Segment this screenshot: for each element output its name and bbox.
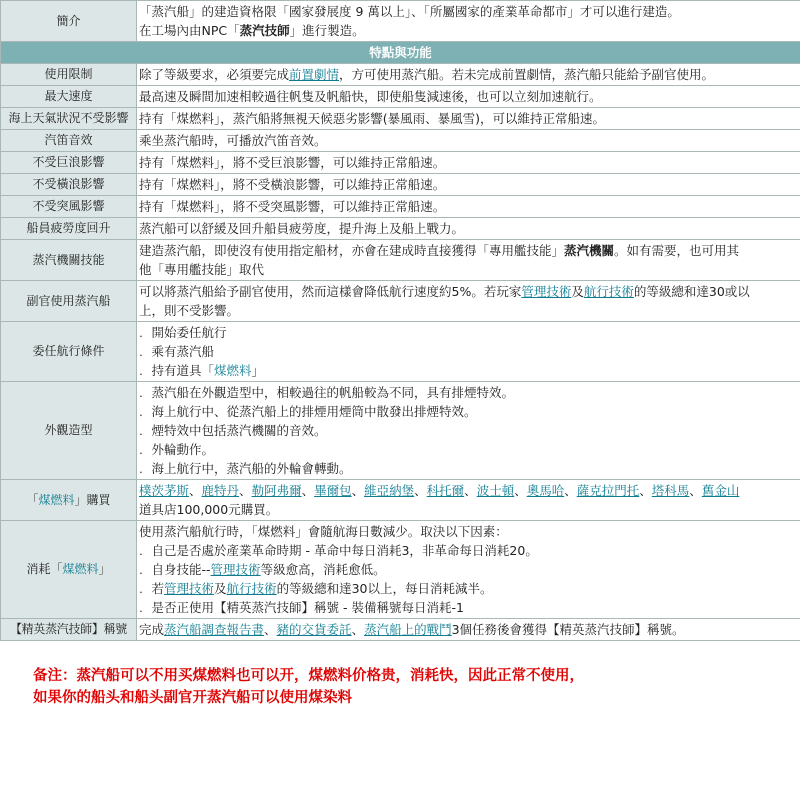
link-city[interactable]: 科托爾 [426,483,465,498]
link-city[interactable]: 維亞納堡 [364,483,415,498]
row-buy [1,480,800,521]
link-quest[interactable]: 蒸汽船上的戰鬥 [364,622,452,637]
row-value-title [137,619,800,641]
separator: 、 [639,483,652,498]
text: 完成 [139,622,165,637]
list-item: ． 煙特效中包括蒸汽機關的音效。 [139,421,798,440]
list-item: ． 是否正使用【精英蒸汽技師】稱號 - 裝備稱號每日消耗-1 [139,598,798,617]
section-header: 特點與功能 [1,42,800,64]
link-city[interactable]: 鹿特丹 [201,483,240,498]
row-value-buy [137,480,800,521]
separator: 、 [264,622,277,637]
row-weather [1,108,800,130]
mate-line-2: 上，則不受影響。 [139,303,240,318]
row-label-weather: 海上天氣狀況不受影響 [1,108,137,130]
row-look [1,382,800,480]
row-value-weather: 持有「煤燃料」，蒸汽船將無視天候惡劣影響(暴風雨、暴風雪)，可以維持正常船速。 [137,108,800,130]
row-fatigue [1,218,800,240]
list-item: ． 海上航行中、從蒸汽船上的排煙用煙筒中散發出排煙特效。 [139,402,798,421]
text: 。如有需要，也可用其 [614,243,740,258]
row-delegate [1,322,800,382]
link-city[interactable]: 薩克拉門托 [576,483,640,498]
intro-line-2 [139,21,798,40]
link-city[interactable]: 樸茨茅斯 [139,483,190,498]
link-city[interactable]: 舊金山 [701,483,740,498]
separator: 、 [189,483,202,498]
link-city[interactable]: 波士頓 [476,483,515,498]
text: 的等級總和達30或以 [633,284,750,299]
consume-intro: 使用蒸汽船航行時，「煤燃料」會隨航海日數減少。取決以下因素： [139,524,508,539]
mate-line-1 [139,282,798,301]
link-coal-fuel[interactable]: 煤燃料 [62,562,99,576]
row-value-fatigue: 蒸汽船可以舒緩及回升船員疲勞度，提升海上及船上戰力。 [137,218,800,240]
link-prerequisite-story[interactable]: 前置劇情 [289,67,340,82]
list-item: ． 海上航行中，蒸汽船的外輪會轉動。 [139,459,798,478]
row-value-sidewave: 持有「煤燃料」，將不受橫浪影響，可以維持正常船速。 [137,174,800,196]
separator: 、 [689,483,702,498]
row-label-delegate: 委任航行條件 [1,322,137,382]
text: 消耗「 [26,562,63,576]
row-value-engine [137,240,800,281]
row-consume [1,521,800,619]
remark-line-2: 如果你的船头和船头副官开蒸汽船可以使用煤染料 [33,690,352,706]
row-label-surge: 不受突風影響 [1,196,137,218]
row-value-delegate [137,322,800,382]
row-header [1,42,800,64]
row-label-fatigue: 船員疲勞度回升 [1,218,137,240]
text: 」 [251,363,265,378]
remark-note [0,641,800,709]
separator: 、 [239,483,252,498]
row-title [1,619,800,641]
engine-line-2: 他「專用艦技能」取代 [139,262,265,277]
row-label-mate: 副官使用蒸汽船 [1,281,137,322]
row-value-speed: 最高速及瞬間加速相較過往帆隻及帆船快，即使船隻減速後，也可以立刻加速航行。 [137,86,800,108]
separator: 、 [351,622,365,637]
text: 除了等級要求，必須要完成 [139,67,290,82]
list-item: ． 開始委任航行 [139,323,798,342]
text: 持有道具「 [151,363,215,378]
row-sidewave [1,174,800,196]
skill-name: 蒸汽機關 [564,243,615,258]
remark-line-1: 备注：蒸汽船可以不用买煤燃料也可以开，煤燃料价格贵，消耗快，因此正常不使用， [33,668,584,684]
text: 等級愈高，消耗愈低。 [260,562,386,577]
row-value-mate [137,281,800,322]
buy-price-line: 道具店100,000元購買。 [139,502,279,517]
row-label-engine: 蒸汽機關技能 [1,240,137,281]
list-item: ． 乘有蒸汽船 [139,342,798,361]
separator: 、 [351,483,365,498]
row-label-usage: 使用限制 [1,64,137,86]
link-management-skill[interactable]: 管理技術 [164,581,215,596]
link-coal-fuel[interactable]: 煤燃料 [214,363,252,378]
list-item [139,361,798,380]
link-navigation-skill[interactable]: 航行技術 [226,581,277,596]
list-item: ． 外輪動作。 [139,440,798,459]
text: 」 [98,562,111,576]
text: 自身技能-- [151,562,211,577]
row-label-speed: 最大速度 [1,86,137,108]
row-label-whistle: 汽笛音效 [1,130,137,152]
row-intro [1,1,800,42]
link-quest[interactable]: 豬的交貨委託 [276,622,352,637]
row-label-consume [1,521,137,619]
row-mate [1,281,800,322]
row-bigwave [1,152,800,174]
link-city[interactable]: 畢爾包 [314,483,352,498]
list-item [139,560,798,579]
text: 可以將蒸汽船給予副官使用，然而這樣會降低航行速度約5%。若玩家 [139,284,522,299]
row-label-title: 【精英蒸汽技師】稱號 [1,619,137,641]
text: 的等級總和達30以上，每日消耗減半。 [276,581,493,596]
link-city[interactable]: 奧馬哈 [526,483,565,498]
separator: 、 [301,483,315,498]
row-value-whistle: 乘坐蒸汽船時，可播放汽笛音效。 [137,130,800,152]
link-quest[interactable]: 蒸汽船調查報告書 [164,622,265,637]
engine-line-1 [139,241,798,260]
npc-name: 蒸汽技師 [239,23,290,38]
separator: 、 [464,483,477,498]
text: 在工場內由NPC「 [139,23,240,38]
row-label-intro: 簡介 [1,1,137,42]
text: 及 [214,581,227,596]
intro-line-1: 「蒸汽船」的建造資格限「國家發展度 9 萬以上」、「所屬國家的產業革命都市」才可以進行建造。 [139,4,680,19]
text: 3個任務後會獲得【精英蒸汽技師】稱號。 [451,622,685,637]
link-city[interactable]: 塔科馬 [651,483,690,498]
row-label-bigwave: 不受巨浪影響 [1,152,137,174]
row-speed [1,86,800,108]
text: ，方可使用蒸汽船。若未完成前置劇情，蒸汽船只能給予副官使用。 [339,67,715,82]
row-surge [1,196,800,218]
link-city[interactable]: 勒阿弗爾 [251,483,302,498]
link-coal-fuel[interactable]: 煤燃料 [38,492,75,507]
separator: 、 [564,483,577,498]
text: 若 [151,581,165,596]
row-value-usage [137,64,800,86]
row-whistle [1,130,800,152]
row-value-intro [137,1,800,42]
link-navigation-skill[interactable]: 航行技術 [583,284,634,299]
row-usage [1,64,800,86]
link-management-skill[interactable]: 管理技術 [521,284,572,299]
separator: 、 [414,483,427,498]
separator: 、 [514,483,527,498]
text: 建造蒸汽船，即使沒有使用指定船材，亦會在建成時直接獲得「專用艦技能」 [139,243,565,258]
row-label-sidewave: 不受橫浪影響 [1,174,137,196]
row-value-bigwave: 持有「煤燃料」，將不受巨浪影響，可以維持正常船速。 [137,152,800,174]
list-item [139,579,798,598]
link-management-skill[interactable]: 管理技術 [210,562,261,577]
list-item: ． 蒸汽船在外觀造型中，相較過往的帆船較為不同，具有排煙特效。 [139,383,798,402]
text: 及 [571,284,584,299]
list-item: ． 自己是否處於產業革命時期 - 革命中每日消耗3，非革命每日消耗20。 [139,541,798,560]
row-label-buy [1,480,137,521]
row-value-surge: 持有「煤燃料」，將不受突風影響，可以維持正常船速。 [137,196,800,218]
city-list [139,481,798,500]
row-value-consume [137,521,800,619]
text: 「 [26,492,39,507]
text: 」進行製造。 [289,23,365,38]
row-label-look: 外觀造型 [1,382,137,480]
row-engine [1,240,800,281]
text: 」購買 [74,492,111,507]
row-value-look [137,382,800,480]
